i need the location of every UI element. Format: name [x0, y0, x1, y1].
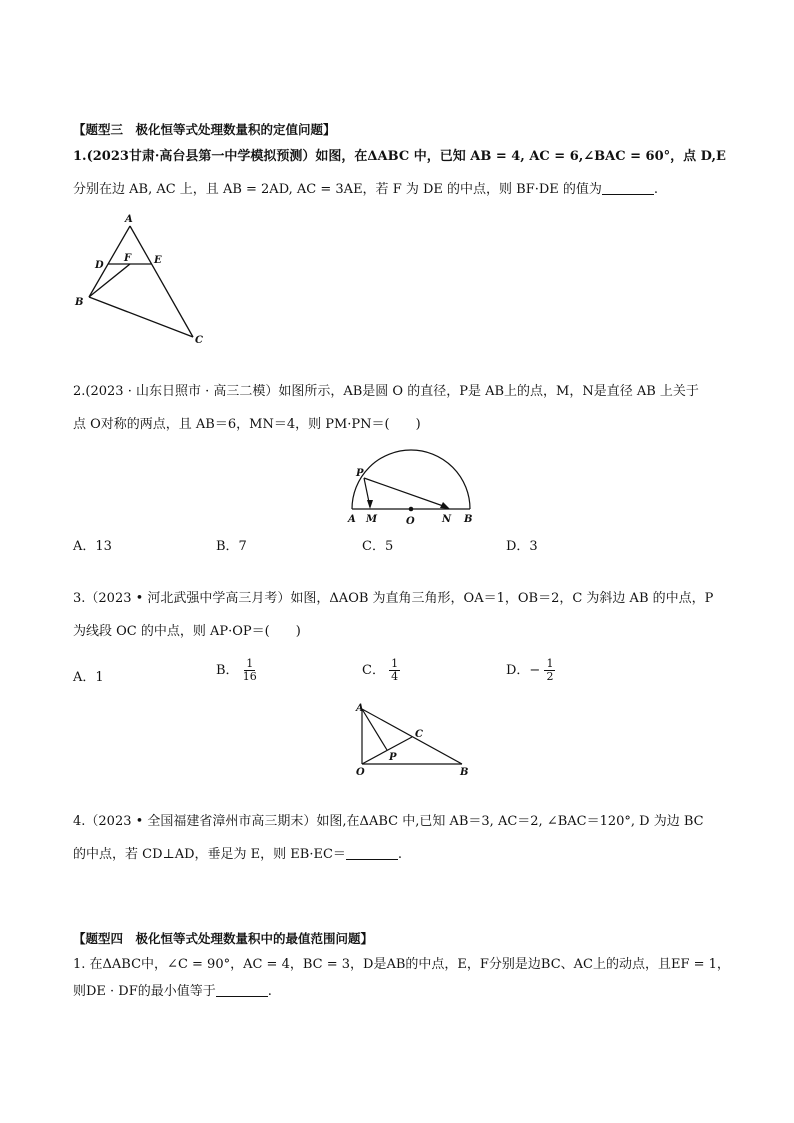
q2-label-a: A [348, 514, 356, 525]
q1-label-e: E [154, 255, 162, 266]
q4-line1 [73, 813, 704, 831]
q2-option-b[interactable]: B．7 [216, 539, 247, 554]
q2-text-line2: 点 O对称的两点，且 AB＝6，MN＝4，则 PM·PN＝( ) [73, 417, 421, 432]
q1-label-c: C [195, 335, 203, 346]
q1-label-d: D [95, 260, 104, 271]
q1-label-b: B [75, 297, 84, 308]
q3-label-a: A [356, 703, 364, 714]
s4-q1-answer-blank[interactable] [216, 984, 268, 997]
q2-option-d[interactable]: D．3 [506, 539, 538, 554]
q3-option-c-prefix: C． [362, 663, 385, 678]
q4-line2 [73, 846, 402, 864]
q4-period: . [397, 847, 403, 862]
q3-label-p: P [389, 752, 397, 763]
q3-option-b-denominator: 16 [242, 670, 257, 683]
q3-label-o: O [356, 767, 365, 778]
s4-q1-period: . [267, 984, 272, 999]
q3-option-d-numerator: 1 [546, 657, 554, 670]
q1-period: . [653, 182, 659, 197]
section-title-4: 【题型四 极化恒等式处理数量积中的最值范围问题】 [73, 931, 374, 946]
q3-text-line1: 3.（2023 • 河北武强中学高三月考）如图，ΔAOB 为直角三角形，OA＝1，OB＝2，C 为斜边 AB 的中点，P [73, 591, 714, 606]
q3-label-c: C [415, 729, 423, 740]
q1-label-f: F [124, 253, 132, 264]
s4-q1-text-line2: 则DE · DF的最小值等于 [73, 984, 216, 999]
q3-option-b-prefix: B． [216, 663, 239, 678]
q2-label-b: B [464, 514, 473, 525]
q2-label-n: N [442, 514, 452, 525]
q1-label-a: A [125, 214, 133, 225]
q2-label-p: P [356, 468, 364, 479]
s4-q1-text-line1: 1. 在ΔABC中，∠C = 90°，AC = 4，BC = 3，D是AB的中点，E，F分别是边BC、AC上的动点，且EF = 1， [73, 957, 730, 972]
s4-q1-line2 [73, 983, 272, 1001]
q1-text-line2: 分别在边 AB, AC 上，且 AB = 2AD, AC = 3AE，若 F 为 DE 的中点，则 BF·DE 的值为 [73, 182, 602, 197]
q3-option-d-denominator: 2 [546, 670, 554, 683]
q3-option-c-denominator: 4 [391, 670, 399, 683]
q3-option-d-prefix: D．− [506, 663, 541, 678]
q2-option-c[interactable]: C．5 [362, 539, 394, 554]
q4-text-line1: 4.（2023 • 全国福建省漳州市高三期末）如图,在ΔABC 中,已知 AB＝3, AC＝2, ∠BAC＝120°, D 为边 BC [73, 814, 704, 829]
section-title-3: 【题型三 极化恒等式处理数量积的定值问题】 [73, 122, 336, 137]
q2-option-a[interactable]: A．13 [73, 539, 112, 554]
q1-text-line1: 1.(2023甘肃·高台县第一中学模拟预测）如图，在ΔABC 中，已知 AB = 4, AC = 6,∠BAC = 60°，点 D,E [73, 149, 726, 164]
q3-option-a[interactable]: A．1 [73, 670, 104, 685]
q3-label-b: B [460, 767, 469, 778]
q4-answer-blank[interactable] [346, 847, 398, 860]
q3-text-line2: 为线段 OC 的中点，则 AP·OP＝( ) [73, 624, 301, 639]
q2-label-o: O [406, 516, 415, 527]
q3-option-c-numerator: 1 [391, 657, 399, 670]
q2-label-m: M [366, 514, 378, 525]
q3-option-b-numerator: 1 [246, 657, 254, 670]
s4-q1-line1 [73, 956, 730, 974]
q2-text-line1: 2.(2023 · 山东日照市 · 高三二模）如图所示，AB是圆 O 的直径，P是 AB上的点，M，N是直径 AB 上关于 [73, 384, 699, 399]
q4-text-line2: 的中点，若 CD⊥AD，垂足为 E，则 EB·EC＝ [73, 847, 346, 862]
